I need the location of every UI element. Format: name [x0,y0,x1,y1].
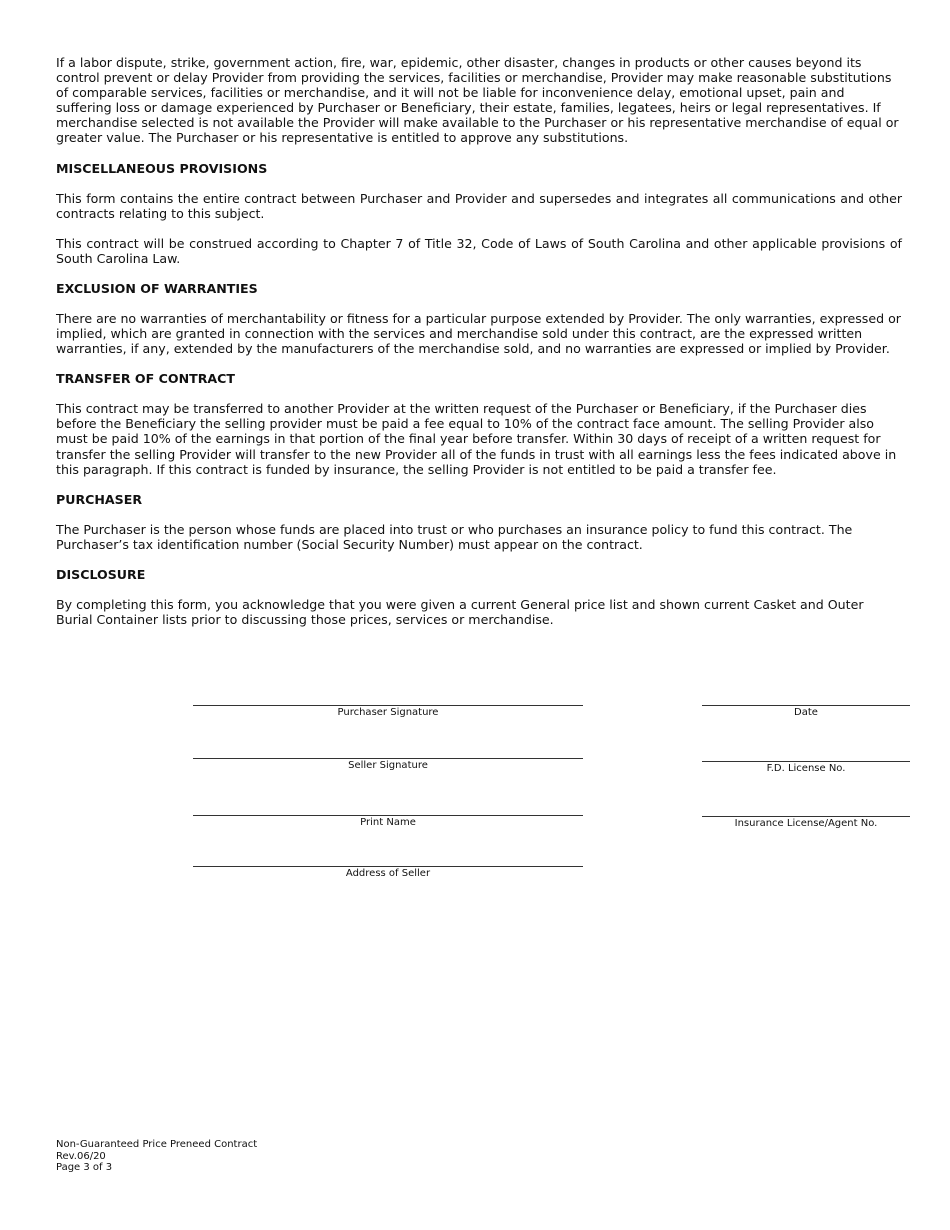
warranties-heading: EXCLUSION OF WARRANTIES [56,280,258,296]
purchaser-signature-line[interactable] [193,705,583,719]
intro-paragraph: If a labor dispute, strike, government action, fire, war, epidemic, other disaster, changes in products or other causes beyond its control prevent or delay Provider from providing the services, facilities or merchandise, Provider may make reasonable substitutions of comparable services, facilities or merchandise, and it will not be liable for inconvenience delay, emotional upset, pain and suffering loss or damage experienced by Purchaser or Beneficiary, their estate, families, legatees, heirs or legal representatives. If merchandise selected is not available the Provider will make available to the Purchaser or his representative merchandise of equal or greater value. The Purchaser or his representative is entitled to approve any substitutions. [56,55,899,146]
transfer-paragraph: This contract may be transferred to another Provider at the written request of the Purchaser or Beneficiary, if the Purchaser dies before the Beneficiary the selling provider must be paid a fee equal to 10% of the contract face amount. The selling Provider also must be paid 10% of the earnings in that portion of the final year before transfer. Within 30 days of receipt of a written request for transfer the selling Provider will transfer to the new Provider all of the funds in trust with all earnings less the fees indicated above in this paragraph. If this contract is funded by insurance, the selling Provider is not entitled to be paid a transfer fee. [56,401,897,477]
warranties-paragraph: There are no warranties of merchantability or fitness for a particular purpose extended by Provider. The only warranties, expressed or implied, which are granted in connection with the services and merchandise sold under this contract, are the expressed written warranties, if any, extended by the manufacturers of the merchandise sold, and no warranties are expressed or implied by Provider. [56,310,901,357]
footer-page-number: Page 3 of 3 [56,1162,113,1173]
print-name-line[interactable] [193,815,583,829]
address-of-seller-label: Address of Seller [345,868,431,879]
disclosure-paragraph: By completing this form, you acknowledge that you were given a current General price list and shown current Casket and Outer Burial Container lists prior to discussing those prices, services or merchandise. [56,596,864,627]
purchaser-signature-label: Purchaser Signature [337,707,439,718]
seller-signature-label: Seller Signature [348,760,428,771]
misc-heading: MISCELLANEOUS PROVISIONS [56,160,268,176]
fd-license-label: F.D. License No. [766,763,846,774]
date-label: Date [794,707,818,718]
fd-license-line[interactable] [702,761,910,775]
misc-paragraph-2: This contract will be construed according to Chapter 7 of Title 32, Code of Laws of South Carolina and other applicable provisions of South Carolina Law. [56,235,902,266]
seller-signature-line[interactable] [193,758,583,772]
date-line[interactable] [702,705,910,719]
transfer-heading: TRANSFER OF CONTRACT [56,371,235,387]
footer-title: Non-Guaranteed Price Preneed Contract [56,1139,258,1150]
address-of-seller-line[interactable] [193,866,583,880]
footer [56,1139,257,1174]
purchaser-paragraph: The Purchaser is the person whose funds are placed into trust or who purchases an insurance policy to fund this contract. The Purchaser’s tax identification number (Social Security Number) must appear on the contract. [56,521,853,552]
print-name-label: Print Name [360,817,416,828]
document-body [56,55,902,642]
insurance-license-label: Insurance License/Agent No. [734,818,878,829]
insurance-license-line[interactable] [702,816,910,830]
misc-paragraph-1: This form contains the entire contract between Purchaser and Provider and supersedes and integrates all communications and other contracts relating to this subject. [56,190,902,221]
purchaser-heading: PURCHASER [56,491,143,507]
disclosure-heading: DISCLOSURE [56,566,146,582]
footer-revision: Rev.06/20 [56,1150,106,1162]
